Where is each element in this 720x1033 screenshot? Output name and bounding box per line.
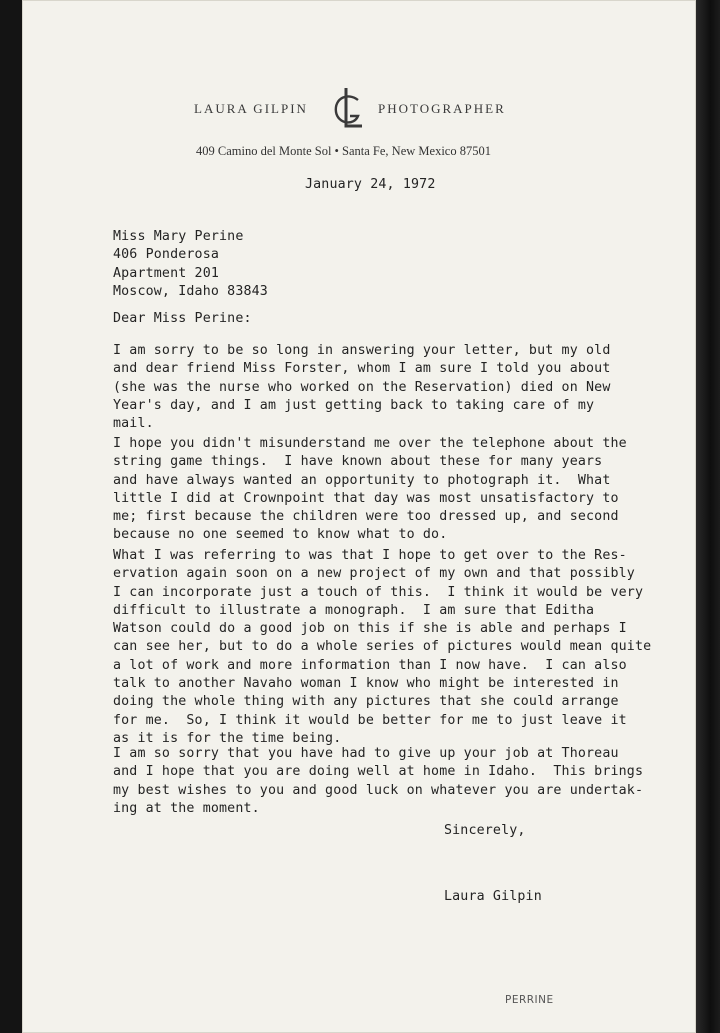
text-line: Year's day, and I am just getting back to taking care of my bbox=[113, 397, 595, 413]
signer-name: Laura Gilpin bbox=[444, 889, 542, 904]
text-line: can see her, but to do a whole series of pictures would mean quite bbox=[113, 639, 652, 655]
body-paragraph-4 bbox=[113, 745, 643, 818]
text-line: and have always wanted an opportunity to photograph it. What bbox=[113, 472, 611, 488]
recipient-line: 406 Ponderosa bbox=[113, 247, 220, 263]
text-line: I am so sorry that you have had to give up your job at Thoreau bbox=[113, 746, 619, 761]
body-paragraph-1 bbox=[113, 342, 610, 433]
text-line: a lot of work and more information than I now have. I can also bbox=[113, 657, 627, 673]
lg-monogram-logo bbox=[328, 86, 368, 134]
text-line: string game things. I have known about these for many years bbox=[113, 454, 603, 470]
recipient-line: Miss Mary Perine bbox=[113, 229, 244, 244]
text-line: difficult to illustrate a monograph. I am sure that Editha bbox=[113, 602, 595, 618]
text-line: my best wishes to you and good luck on whatever you are undertak- bbox=[113, 782, 644, 798]
text-line: little I did at Crownpoint that day was most unsatisfactory to bbox=[113, 490, 619, 506]
text-line: I hope you didn't misunderstand me over the telephone about the bbox=[113, 436, 627, 451]
recipient-line: Apartment 201 bbox=[113, 265, 220, 281]
text-line: talk to another Navaho woman I know who might be interested in bbox=[113, 676, 619, 692]
letter-page bbox=[22, 0, 696, 1033]
archive-stamp: PERRINE bbox=[505, 994, 554, 1006]
text-line: (she was the nurse who worked on the Reservation) died on New bbox=[113, 379, 611, 395]
text-line: I am sorry to be so long in answering your letter, but my old bbox=[113, 343, 611, 358]
body-paragraph-2 bbox=[113, 435, 627, 545]
text-line: me; first because the children were too dressed up, and second bbox=[113, 509, 619, 525]
text-line: because no one seemed to know what to do. bbox=[113, 527, 448, 543]
closing: Sincerely, bbox=[444, 823, 526, 838]
text-line: ing at the moment. bbox=[113, 800, 260, 816]
text-line: and dear friend Miss Forster, whom I am sure I told you about bbox=[113, 361, 611, 377]
scan-edge bbox=[696, 0, 720, 1033]
text-line: and I hope that you are doing well at home in Idaho. This brings bbox=[113, 764, 644, 780]
text-line: mail. bbox=[113, 416, 154, 432]
text-line: ervation again soon on a new project of my own and that possibly bbox=[113, 566, 635, 582]
recipient-address bbox=[113, 228, 268, 301]
body-paragraph-3 bbox=[113, 547, 651, 748]
text-line: What I was referring to was that I hope to get over to the Res- bbox=[113, 548, 627, 563]
letterhead-role: PHOTOGRAPHER bbox=[378, 101, 506, 116]
letter-date: January 24, 1972 bbox=[305, 177, 436, 192]
recipient-line: Moscow, Idaho 83843 bbox=[113, 283, 268, 299]
text-line: as it is for the time being. bbox=[113, 730, 342, 746]
text-line: Watson could do a good job on this if she is able and perhaps I bbox=[113, 621, 627, 637]
text-line: I can incorporate just a touch of this. I think it would be very bbox=[113, 584, 644, 600]
letterhead-name: LAURA GILPIN bbox=[194, 101, 308, 116]
letterhead-address: 409 Camino del Monte Sol • Santa Fe, New Mexico 87501 bbox=[196, 144, 491, 158]
text-line: doing the whole thing with any pictures that she could arrange bbox=[113, 694, 619, 710]
salutation: Dear Miss Perine: bbox=[113, 311, 252, 326]
text-line: for me. So, I think it would be better for me to just leave it bbox=[113, 712, 627, 728]
